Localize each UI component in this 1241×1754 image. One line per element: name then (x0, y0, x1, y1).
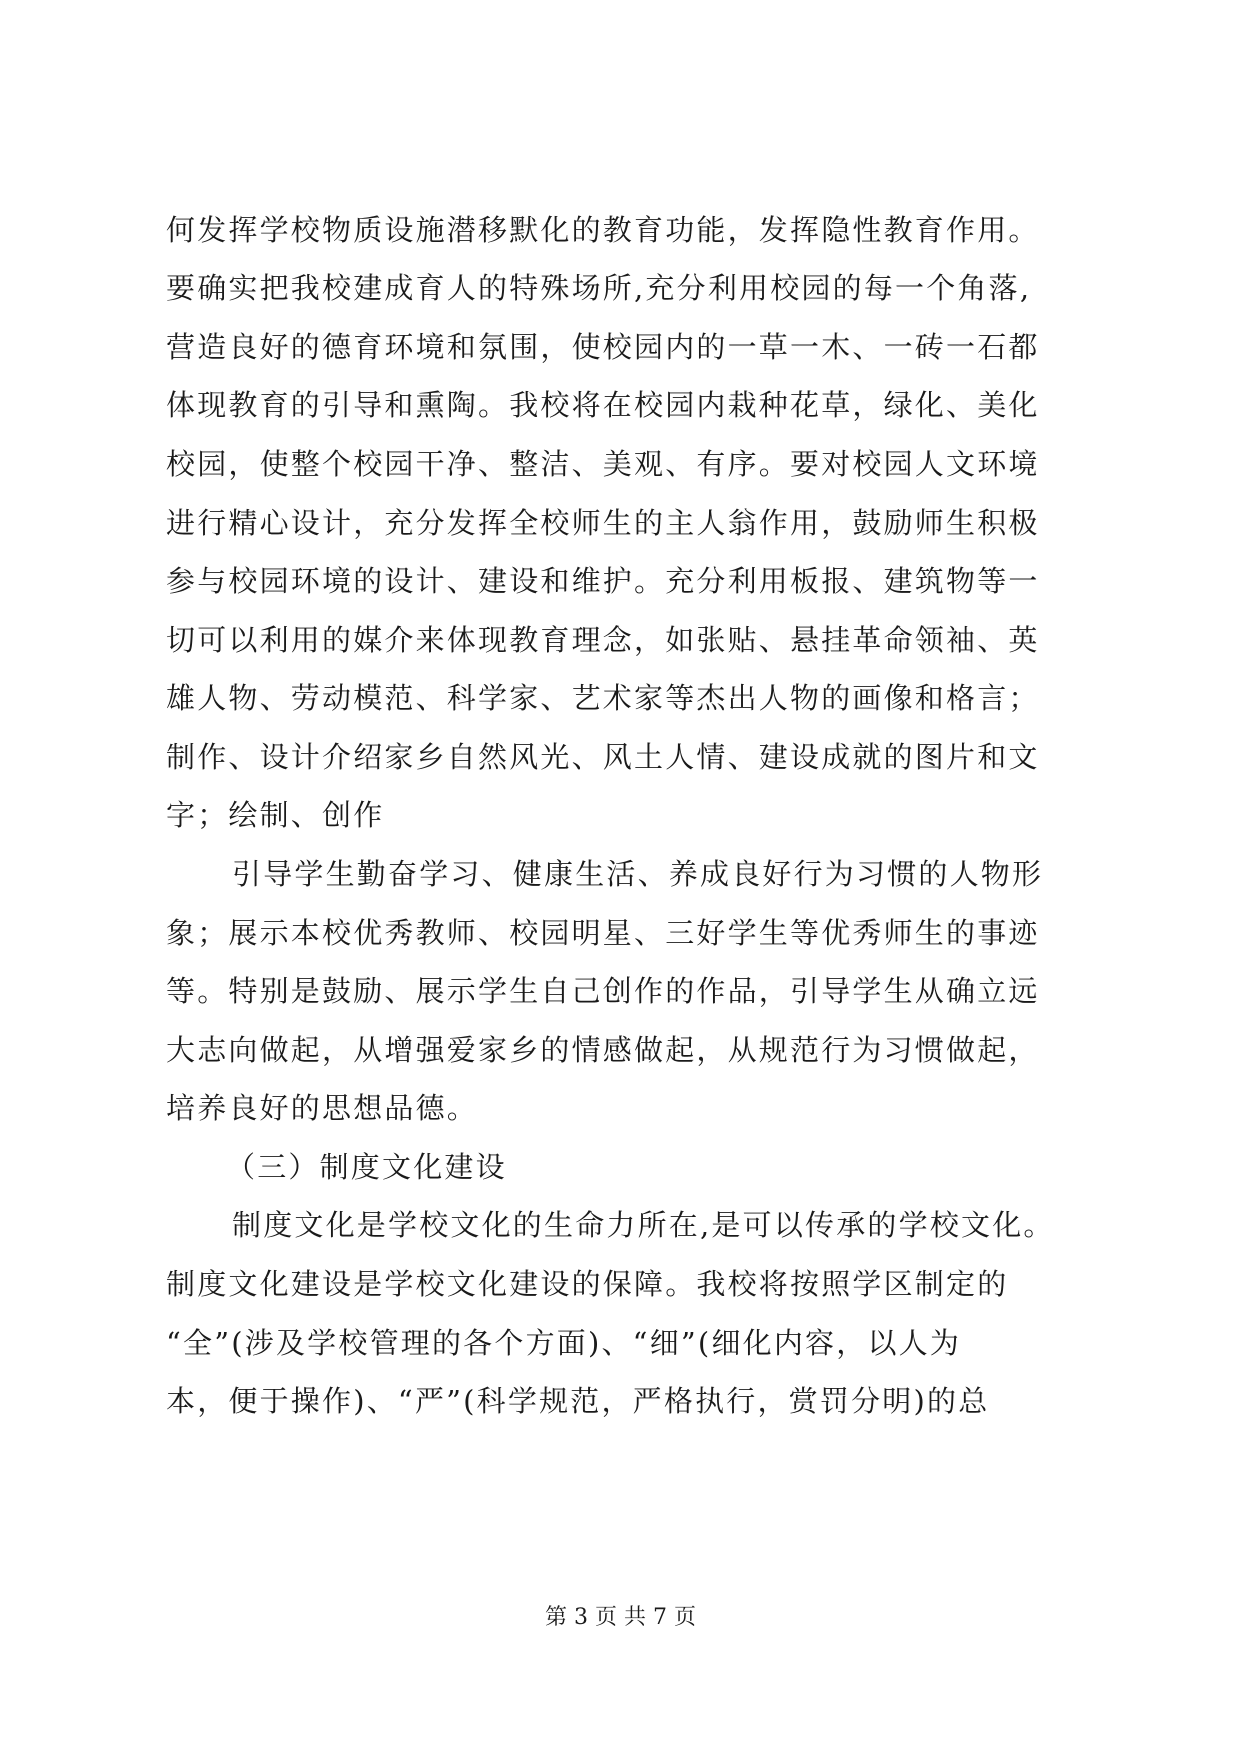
body-line: 培养良好的思想品德。 (166, 1091, 479, 1125)
body-line: 要确实把我校建成育人的特殊场所,充分利用校园的每一个角落, (166, 271, 1032, 305)
body-line: 制度文化建设是学校文化建设的保障。我校将按照学区制定的 (166, 1267, 1009, 1301)
body-line: 象；展示本校优秀教师、校园明星、三好学生等优秀师生的事迹 (166, 916, 1040, 950)
paragraph-first-line: 引导学生勤奋学习、健康生活、养成良好行为习惯的人物形 (232, 857, 1044, 891)
body-line: 等。特别是鼓励、展示学生自己创作的作品，引导学生从确立远 (166, 974, 1040, 1008)
body-line: 大志向做起，从增强爱家乡的情感做起，从规范行为习惯做起， (166, 1033, 1040, 1067)
body-line: 校园，使整个校园干净、整洁、美观、有序。要对校园人文环境 (166, 447, 1040, 481)
body-line: “全”(涉及学校管理的各个方面)、“细”(细化内容，以人为 (166, 1326, 962, 1360)
body-line: 体现教育的引导和熏陶。我校将在校园内栽种花草，绿化、美化 (166, 388, 1040, 422)
page-number-footer: 第 3 页 共 7 页 (545, 1605, 696, 1630)
body-line: 雄人物、劳动模范、科学家、艺术家等杰出人物的画像和格言； (166, 681, 1040, 715)
body-line: 何发挥学校物质设施潜移默化的教育功能，发挥隐性教育作用。 (166, 213, 1040, 247)
body-line: 进行精心设计，充分发挥全校师生的主人翁作用，鼓励师生积极 (166, 506, 1040, 540)
body-line: 制作、设计介绍家乡自然风光、风土人情、建设成就的图片和文 (166, 740, 1040, 774)
body-line: 切可以利用的媒介来体现教育理念，如张贴、悬挂革命领袖、英 (166, 623, 1040, 657)
paragraph-first-line: 制度文化是学校文化的生命力所在,是可以传承的学校文化。 (232, 1208, 1055, 1242)
section-heading: （三）制度文化建设 (226, 1150, 507, 1184)
body-line: 参与校园环境的设计、建设和维护。充分利用板报、建筑物等一 (166, 564, 1040, 598)
body-line: 本，便于操作)、“严”(科学规范，严格执行，赏罚分明)的总 (166, 1384, 990, 1418)
body-line: 营造良好的德育环境和氛围，使校园内的一草一木、一砖一石都 (166, 330, 1040, 364)
body-line: 字；绘制、创作 (166, 798, 385, 832)
